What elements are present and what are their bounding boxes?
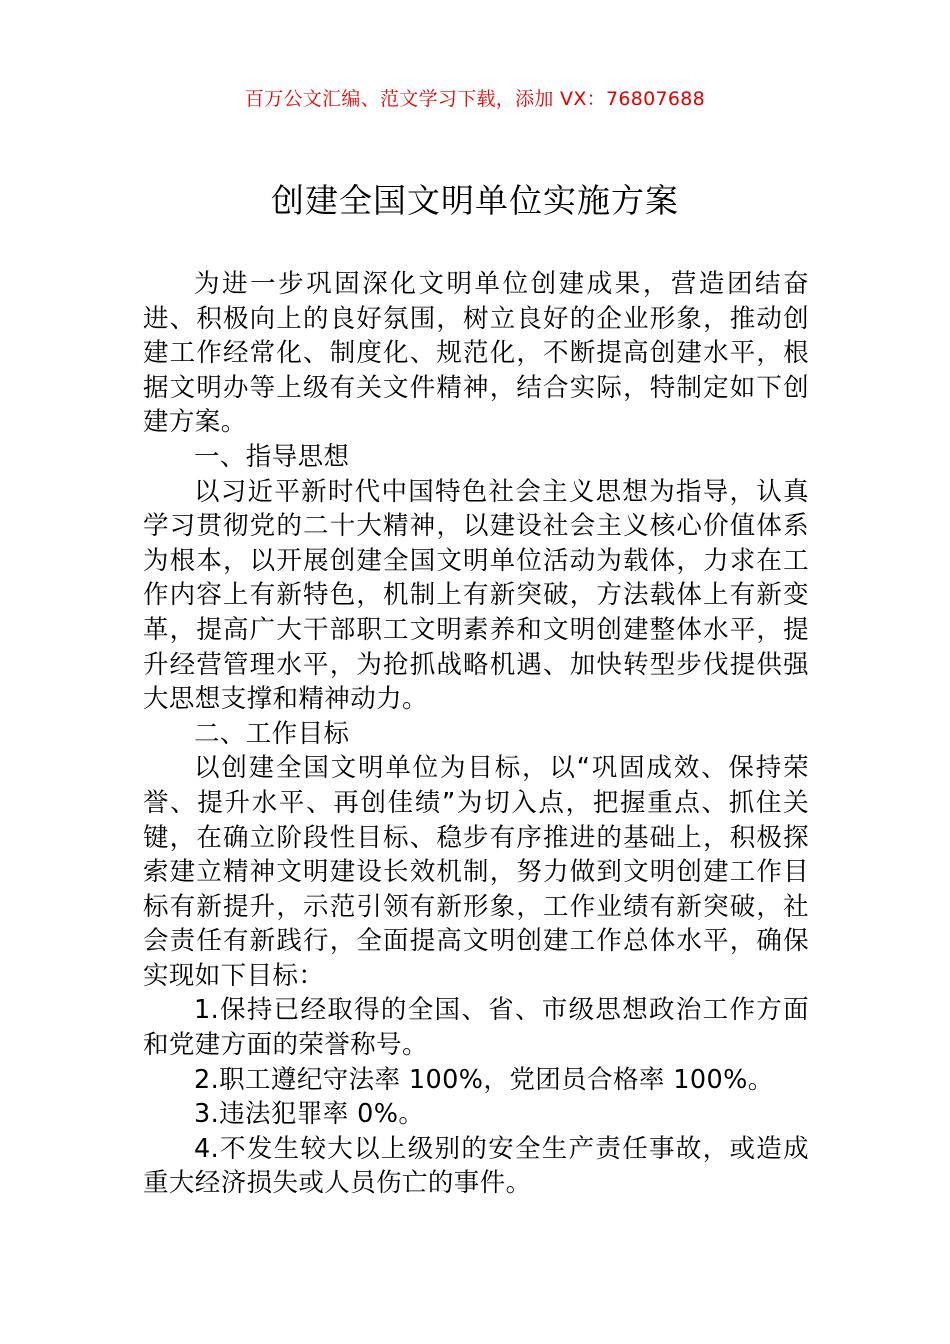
guiding-ideology-paragraph: 以习近平新时代中国特色社会主义思想为指导，认真学习贯彻党的二十大精神，以建设社会主义核心价值体系为根本，以开展创建全国文明单位活动为载体，力求在工作内容上有新特色，机制上有新突破，方法载体上有新变革，提高广大干部职工文明素养和文明创建整体水平，提升经营管理水平，为抢抓战略机遇、加快转型步伐提供强大思想支撑和精神动力。: [143, 476, 809, 715]
goal-item-4: 4.不发生较大以上级别的安全生产责任事故，或造成重大经济损失或人员伤亡的事件。: [143, 1133, 809, 1199]
header-note: 百万公文汇编、范文学习下载，添加 VX：76807688: [244, 88, 706, 110]
section-heading-guiding-ideology: 一、指导思想: [194, 441, 350, 472]
goal-item-3: 3.违法犯罪率 0%。: [194, 1099, 425, 1130]
intro-paragraph: 为进一步巩固深化文明单位创建成果，营造团结奋进、积极向上的良好氛围，树立良好的企业形象，推动创建工作经常化、制度化、规范化，不断提高创建水平，根据文明办等上级有关文件精神，结合实际，特制定如下创建方案。: [143, 269, 809, 438]
work-goals-paragraph: 以创建全国文明单位为目标，以“巩固成效、保持荣誉、提升水平、再创佳绩”为切入点，把握重点、抓住关键，在确立阶段性目标、稳步有序推进的基础上，积极探索建立精神文明建设长效机制，努力做到文明创建工作目标有新提升，示范引领有新形象，工作业绩有新突破，社会责任有新践行，全面提高文明创建工作总体水平，确保实现如下目标：: [143, 753, 809, 991]
document-body: [143, 267, 809, 1201]
goal-item-2: 2.职工遵纪守法率 100%，党团员合格率 100%。: [194, 1064, 774, 1095]
section-heading-work-goals: 二、工作目标: [194, 718, 350, 749]
page-title: 创建全国文明单位实施方案: [271, 181, 679, 220]
goal-item-1: 1.保持已经取得的全国、省、市级思想政治工作方面和党建方面的荣誉称号。: [143, 995, 809, 1061]
